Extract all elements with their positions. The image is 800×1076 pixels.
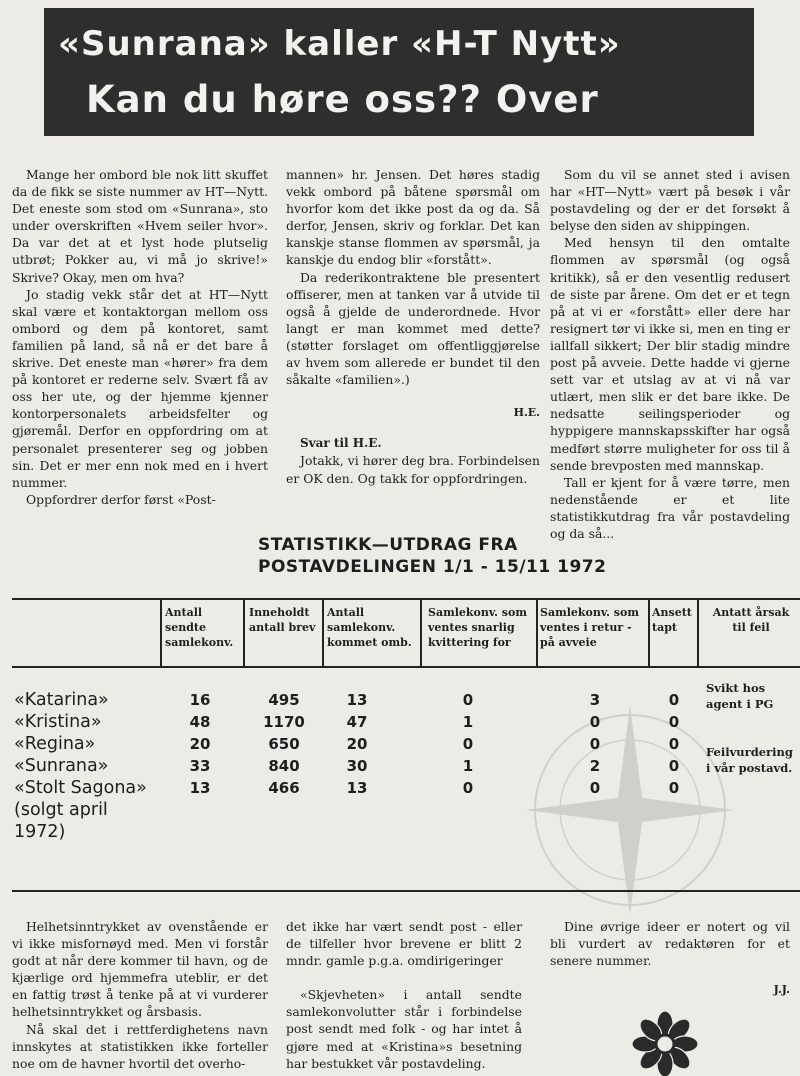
table-cell: 650 <box>268 735 300 753</box>
reply-heading: Svar til H.E. <box>300 436 382 451</box>
paragraph: «Skjevheten» i antall sendte samlekonvolutter står i forbindelse post sendt med folk - og har intet å gjøre med at «Kristina»s besetning har bestukket vår postavdeling. <box>286 987 522 1071</box>
signature-jj: J.J. <box>773 983 790 997</box>
paragraph: Helhetsinntrykket av ovenstående er vi ikke misfornøyd med. Men vi forstår godt at når dere kommer til havn, og de kjærlige ord hjemmefra uteblir, er det en fattig trøst å tenke på at vi vurderer helhetsinntrykket og årsbasis. <box>12 919 268 1020</box>
cause-misjudge-line-1: Feilvurdering <box>706 745 793 759</box>
statistics-title-line-2: POSTAVDELINGEN 1/1 - 15/11 1972 <box>258 557 607 577</box>
table-cell: 16 <box>189 691 211 709</box>
table-divider <box>648 598 650 668</box>
col-header-arsak: Antatt årsak til feil <box>712 606 790 634</box>
table-cell: 0 <box>668 691 680 709</box>
article-column-2 <box>286 166 540 487</box>
cause-agent-line-2: agent i PG <box>706 697 774 711</box>
ship-note-year: 1972) <box>14 822 66 842</box>
table-cell: 0 <box>668 735 680 753</box>
headline-banner <box>44 8 754 136</box>
table-cell: 33 <box>189 757 211 775</box>
paragraph: Med hensyn til den omtalte flommen av spørsmål (og også kritikk), så er den vesentlig redusert de siste par årene. Om det er et tegn på at vi er «forstått» eller dere har resignert tør vi ikke si, men en ting er iallfall sikkert; Der blir stadig mindre post på avveie. Dette hadde vi gjerne sett var et utslag av at vi nå var utlært, men slik er det bare ikke. De nedsatte seilingsperioder og hyppigere mannskapsskifter har også medført større muligheter for oss til å sende brevposten med mannskap. <box>550 235 790 473</box>
article-column-1 <box>12 166 268 508</box>
table-cell: 840 <box>268 757 300 775</box>
statistics-title <box>258 534 606 578</box>
paragraph: Tall er kjent for å være tørre, men nedenstående er et lite statistikkutdrag fra vår postavdeling og da så... <box>550 474 790 541</box>
paragraph: Nå skal det i rettferdighetens navn innskytes at statistikken ikke forteller noe om de havner hvortil det overho- <box>12 1021 268 1071</box>
table-cell: 466 <box>268 779 300 797</box>
paragraph: Mange her ombord ble nok litt skuffet da de fikk se siste nummer av HT—Nytt. Det eneste som stod om «Sunrana», sto under overskriften «Hvem seiler hvor». Da var det at et lyst hode plutselig utbrøt; Pokker au, vi må jo skrive!» Skrive? Okay, men om hva? <box>12 167 268 285</box>
table-cell: 495 <box>268 691 300 709</box>
paragraph: det ikke har vært sendt post - eller de tilfeller hvor brevene er blitt 2 mndr. gamle p.g.a. omdirigeringer <box>286 919 522 969</box>
flower-ornament-icon <box>620 1010 710 1076</box>
table-cell: 13 <box>346 691 368 709</box>
col-header-brev: Inneholdt antall brev <box>249 606 316 634</box>
paragraph: Da rederikontraktene ble presentert offiserer, men at tanken var å utvide til også å gjelde de underordnede. Hvor langt er man kommet med dette? (støtter forslaget om offentliggjørelse av hvem som allerede er bundet til den såkalte «familien».) <box>286 269 540 388</box>
paragraph: Oppfordrer derfor først «Post- <box>26 491 216 507</box>
table-cell: 0 <box>589 713 601 731</box>
paragraph: mannen» hr. Jensen. Det høres stadig vekk ombord på båtene spørsmål om hvorfor kom det ikke post da og da. Så derfor, Jensen, skriv og forklar. Det kan kanskje stanse flommen av spørsmål, ja kanskje du endog blir «forstått». <box>286 167 540 268</box>
ship-name-sunrana: «Sunrana» <box>14 756 109 776</box>
bottom-column-3 <box>550 918 790 998</box>
paragraph: Jotakk, vi hører deg bra. Forbindelsen er OK den. Og takk for oppfordringen. <box>286 453 540 486</box>
table-cell: 0 <box>668 713 680 731</box>
table-divider <box>322 598 324 668</box>
ship-name-stolt-sagona: «Stolt Sagona» <box>14 778 147 798</box>
table-cell: 2 <box>589 757 601 775</box>
statistics-title-line-1: STATISTIKK—UTDRAG FRA <box>258 535 518 555</box>
table-cell: 20 <box>346 735 368 753</box>
paragraph: Dine øvrige ideer er notert og vil bli vurdert av redaktøren for et senere nummer. <box>550 919 790 969</box>
table-divider <box>243 598 245 668</box>
table-bottom-rule <box>12 890 800 892</box>
table-cell: 0 <box>462 691 474 709</box>
headline-line-2: Kan du høre oss?? Over <box>86 78 599 121</box>
table-cell: 20 <box>189 735 211 753</box>
table-divider <box>536 598 538 668</box>
signature-he: H.E. <box>513 406 540 420</box>
table-top-rule <box>12 598 800 600</box>
table-cell: 47 <box>346 713 368 731</box>
table-cell: 1 <box>462 757 474 775</box>
article-column-3 <box>550 166 790 542</box>
table-cell: 0 <box>589 735 601 753</box>
table-cell: 30 <box>346 757 368 775</box>
ship-name-kristina: «Kristina» <box>14 712 102 732</box>
table-cell: 48 <box>189 713 211 731</box>
paragraph: Jo stadig vekk står det at HT—Nytt skal være et kontaktorgan mellom oss ombord og dem på kontoret, samt familien på land, så nå er det bare å skrive. Det eneste man «hører» fra dem på kontoret er rederne selv. Svært få av oss her ute, og der hjemme kjenner kontorpersonalets arbeidsfelter og gjøremål. Derfor en oppfordring om at personalet presenterer seg og jobben sin. Det er mer enn nok med en i hvert nummer. <box>12 286 268 490</box>
table-divider <box>697 598 699 668</box>
table-divider <box>160 598 162 668</box>
bottom-column-2 <box>286 918 522 1072</box>
cause-agent-line-1: Svikt hos <box>706 681 766 695</box>
table-cell: 0 <box>589 779 601 797</box>
table-header-rule <box>12 666 800 668</box>
col-header-sendte: Antall sendte samlekonv. <box>165 606 234 649</box>
table-cell: 1 <box>462 713 474 731</box>
table-divider <box>420 598 422 668</box>
table-cell: 3 <box>589 691 601 709</box>
col-header-tapt: Ansett tapt <box>652 606 692 634</box>
table-cell: 13 <box>346 779 368 797</box>
table-cell: 0 <box>462 735 474 753</box>
paragraph: Som du vil se annet sted i avisen har «HT—Nytt» vært på besøk i vår postavdeling og der er det forsøkt å belyse den siden av shippingen. <box>550 167 790 234</box>
col-header-kvittering: Samlekonv. som ventes snarlig kvittering for <box>428 606 527 649</box>
ship-name-regina: «Regina» <box>14 734 96 754</box>
ship-note-sold: (solgt april <box>14 800 108 820</box>
ship-name-katarina: «Katarina» <box>14 690 109 710</box>
col-header-kommet: Antall samlekonv. kommet omb. <box>327 606 412 649</box>
bottom-column-1 <box>12 918 268 1072</box>
table-cell: 0 <box>668 779 680 797</box>
headline-line-1: «Sunrana» kaller «H-T Nytt» <box>58 24 621 64</box>
table-cell: 13 <box>189 779 211 797</box>
col-header-retur: Samlekonv. som ventes i retur - på avveie <box>540 606 639 649</box>
table-cell: 0 <box>462 779 474 797</box>
cause-misjudge-line-2: i vår postavd. <box>706 761 793 775</box>
table-cell: 0 <box>668 757 680 775</box>
table-cell: 1170 <box>263 713 305 731</box>
